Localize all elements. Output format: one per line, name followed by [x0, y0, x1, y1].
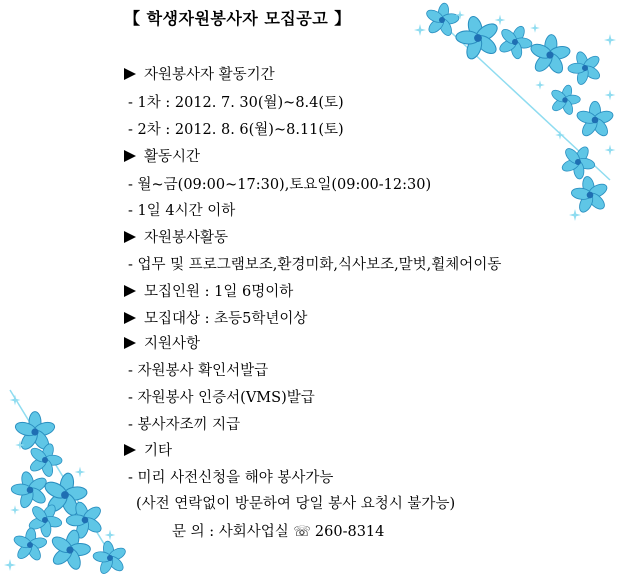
- flower-icon: [23, 438, 68, 482]
- flower-icon: [21, 496, 69, 543]
- hours-item-1: - 월~금(09:00~17:30),토요일(09:00-12:30): [128, 177, 432, 193]
- support-item-2: - 자원봉사 인증서(VMS)발급: [128, 390, 315, 406]
- sparkle-icon: [569, 209, 581, 221]
- support-item-3: - 봉사자조끼 지급: [128, 417, 241, 433]
- notice-title: 【 학생자원봉사자 모집공고 】: [124, 9, 351, 28]
- flower-icon: [450, 11, 506, 65]
- period-item-2: - 2차 : 2012. 8. 6(월)~8.11(토): [128, 122, 344, 138]
- triangle-bullet-icon: [124, 68, 136, 80]
- sparkle-icon: [75, 467, 86, 478]
- hours-item-2: - 1일 4시간 이하: [128, 203, 236, 219]
- triangle-bullet-icon: [124, 337, 136, 349]
- support-item-1: - 자원봉사 확인서발급: [128, 363, 269, 379]
- contact-line: 문 의 : 사회사업실 ☏ 260-8314: [172, 524, 385, 540]
- triangle-bullet-icon: [124, 312, 136, 324]
- flower-icon: [14, 412, 57, 452]
- etc-item-1: - 미리 사전신청을 해야 봉사가능: [128, 470, 334, 486]
- flower-icon: [44, 525, 96, 575]
- sparkle-icon: [4, 559, 16, 571]
- contact-phone: 260-8314: [314, 524, 385, 540]
- flower-decoration-top-right: [400, 0, 625, 230]
- sparkle-icon: [530, 23, 540, 33]
- sparkle-icon: [605, 145, 616, 156]
- triangle-bullet-icon: [124, 231, 136, 243]
- flower-icon: [554, 138, 602, 185]
- sparkle-icon: [604, 34, 616, 46]
- flower-icon: [527, 33, 573, 77]
- section-heading-support: 지원사항: [124, 335, 200, 353]
- etc-note: (사전 연락없이 방문하여 당일 봉사 요청시 불가능): [136, 496, 456, 512]
- flower-icon: [576, 101, 615, 138]
- flower-icon: [563, 46, 608, 90]
- section-heading-hours: 활동시간: [124, 148, 200, 166]
- sparkle-icon: [555, 130, 565, 140]
- sparkle-icon: [414, 24, 426, 36]
- triangle-bullet-icon: [124, 285, 136, 297]
- flower-icon: [568, 173, 613, 216]
- sparkle-icon: [605, 90, 616, 101]
- flower-icon: [6, 467, 53, 513]
- section-heading-activity: 자원봉사활동: [124, 229, 228, 247]
- section-heading-recruit-target: 모집대상 : 초등5학년이상: [124, 310, 307, 328]
- sparkle-icon: [495, 15, 506, 26]
- flower-icon: [90, 538, 131, 575]
- sparkle-icon: [10, 505, 20, 515]
- triangle-bullet-icon: [124, 444, 136, 456]
- flower-icon: [60, 496, 109, 544]
- sparkle-icon: [15, 440, 25, 450]
- phone-icon: ☏: [293, 524, 311, 540]
- activity-item-1: - 업무 및 프로그램보조,환경미화,식사보조,말벗,휠체어이동: [128, 257, 502, 273]
- section-heading-period: 자원봉사자 활동기간: [124, 66, 275, 84]
- triangle-bullet-icon: [124, 150, 136, 162]
- sparkle-icon: [535, 80, 545, 90]
- period-item-1: - 1차 : 2012. 7. 30(월)~8.4(토): [128, 95, 344, 111]
- flower-icon: [422, 0, 463, 39]
- section-heading-etc: 기타: [124, 442, 172, 460]
- sparkle-icon: [10, 395, 21, 406]
- sparkle-icon: [455, 10, 465, 20]
- flower-icon: [492, 19, 538, 65]
- sparkle-icon: [105, 530, 116, 541]
- flower-icon: [546, 81, 585, 119]
- section-heading-recruit-count: 모집인원 : 1일 6명이하: [124, 283, 293, 301]
- flower-icon: [39, 469, 92, 520]
- flower-icon: [11, 527, 49, 564]
